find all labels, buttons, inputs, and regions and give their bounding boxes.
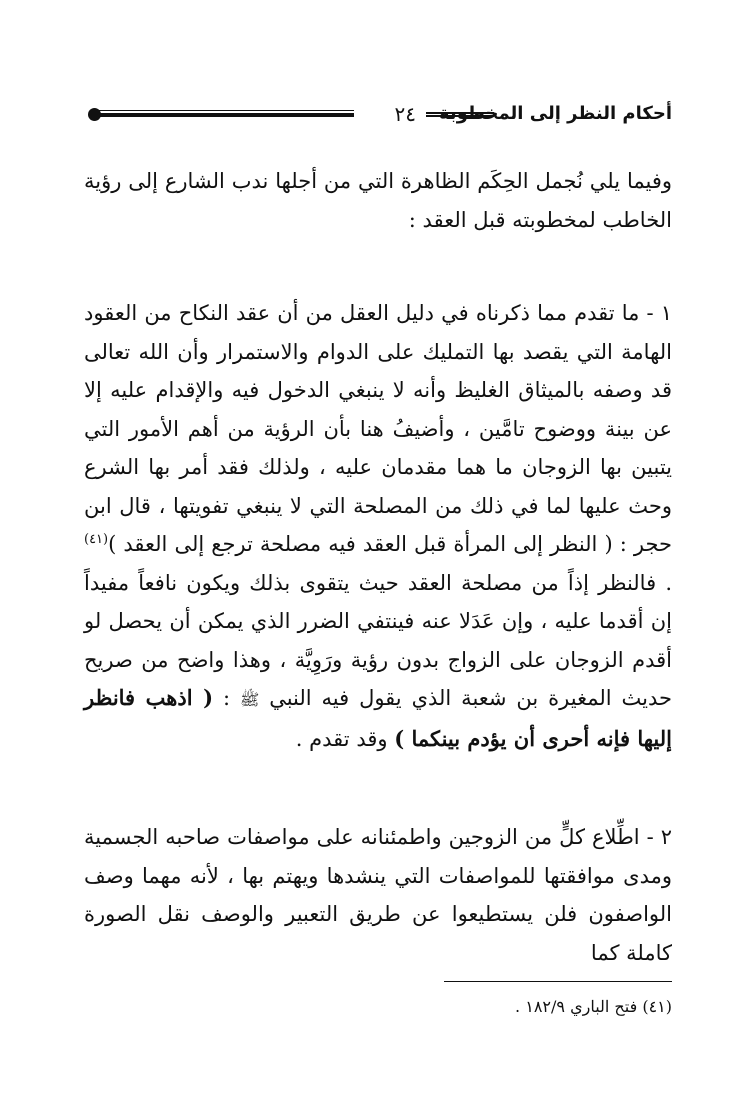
header-rule-thin <box>96 110 354 111</box>
running-header-title: أحكام النظر إلى المخطوبة <box>439 103 672 124</box>
footnote-divider <box>444 981 672 982</box>
honorific-symbol: ﷺ <box>239 690 260 709</box>
intro-paragraph <box>84 162 672 239</box>
paragraph-1-text-c: : <box>213 686 240 710</box>
page-number: ٢٤ <box>394 102 416 126</box>
hadith-quote: ( اذهب فانظر إليها فإنه أحرى أن يؤدم بينكما ) <box>84 685 672 751</box>
footnote-reference: (٤١) <box>84 532 109 547</box>
header-rule-dot <box>88 108 101 121</box>
paragraph-1-text-a: ١ - ما تقدم مما ذكرناه في دليل العقل من أن عقد النكاح من العقود الهامة التي يقصد بها التمليك على الدوام والاستمرار وأن الله تعالى قد وصفه بالميثاق الغليظ وأنه لا ينبغي الدخول فيه والإقدام عليه إلا عن بينة ووضوح تامَّين ، وأضيفُ هنا بأن الرؤية من أهم الأمور التي يتبين بها الزوجان ما هما مقدمان عليه ، ولذلك فقد أمر بها الشرع وحث عليها لما في ذلك من المصلحة التي لا ينبغي تفويتها ، قال ابن حجر : ( النظر إلى المرأة قبل العقد فيه مصلحة ترجع إلى العقد ) <box>84 301 672 556</box>
paragraph-1-text-d: وقد تقدم . <box>295 726 395 751</box>
paragraph-1-text-b: . فالنظر إذاً من مصلحة العقد حيث يتقوى بذلك ويكون نافعاً مفيداً إن أقدما عليه ، وإن عَدَلا عنه فينتفي الضرر الذي يمكن أن يحصل لو أقدم الزوجان على الزواج بدون رؤية ورَوِيَّة ، وهذا واضح من صريح حديث المغيرة بن شعبة الذي يقول فيه النبي <box>84 570 672 710</box>
header-rule-short <box>426 112 494 117</box>
paragraph-2 <box>84 818 672 972</box>
intro-text: وفيما يلي نُجمل الحِكَم الظاهرة التي من أجلها ندب الشارع إلى رؤية الخاطب لمخطوبته قبل العقد : <box>84 169 672 232</box>
running-header <box>88 96 672 136</box>
paragraph-2-text: ٢ - اطِّلاع كلٍّ من الزوجين واطمئنانه على مواصفات صاحبه الجسمية ومدى موافقتها للمواصفات التي ينشدها ويهتم بها ، لأنه مهما وصف الواصفون فلن يستطيعوا عن طريق التعبير والوصف نقل الصورة كاملة كما <box>84 825 672 965</box>
paragraph-1 <box>84 294 672 758</box>
header-rule-long <box>96 113 354 117</box>
footnote-text: (٤١) فتح الباري ١٨٢/٩ . <box>515 997 672 1016</box>
footnote <box>300 994 672 1020</box>
